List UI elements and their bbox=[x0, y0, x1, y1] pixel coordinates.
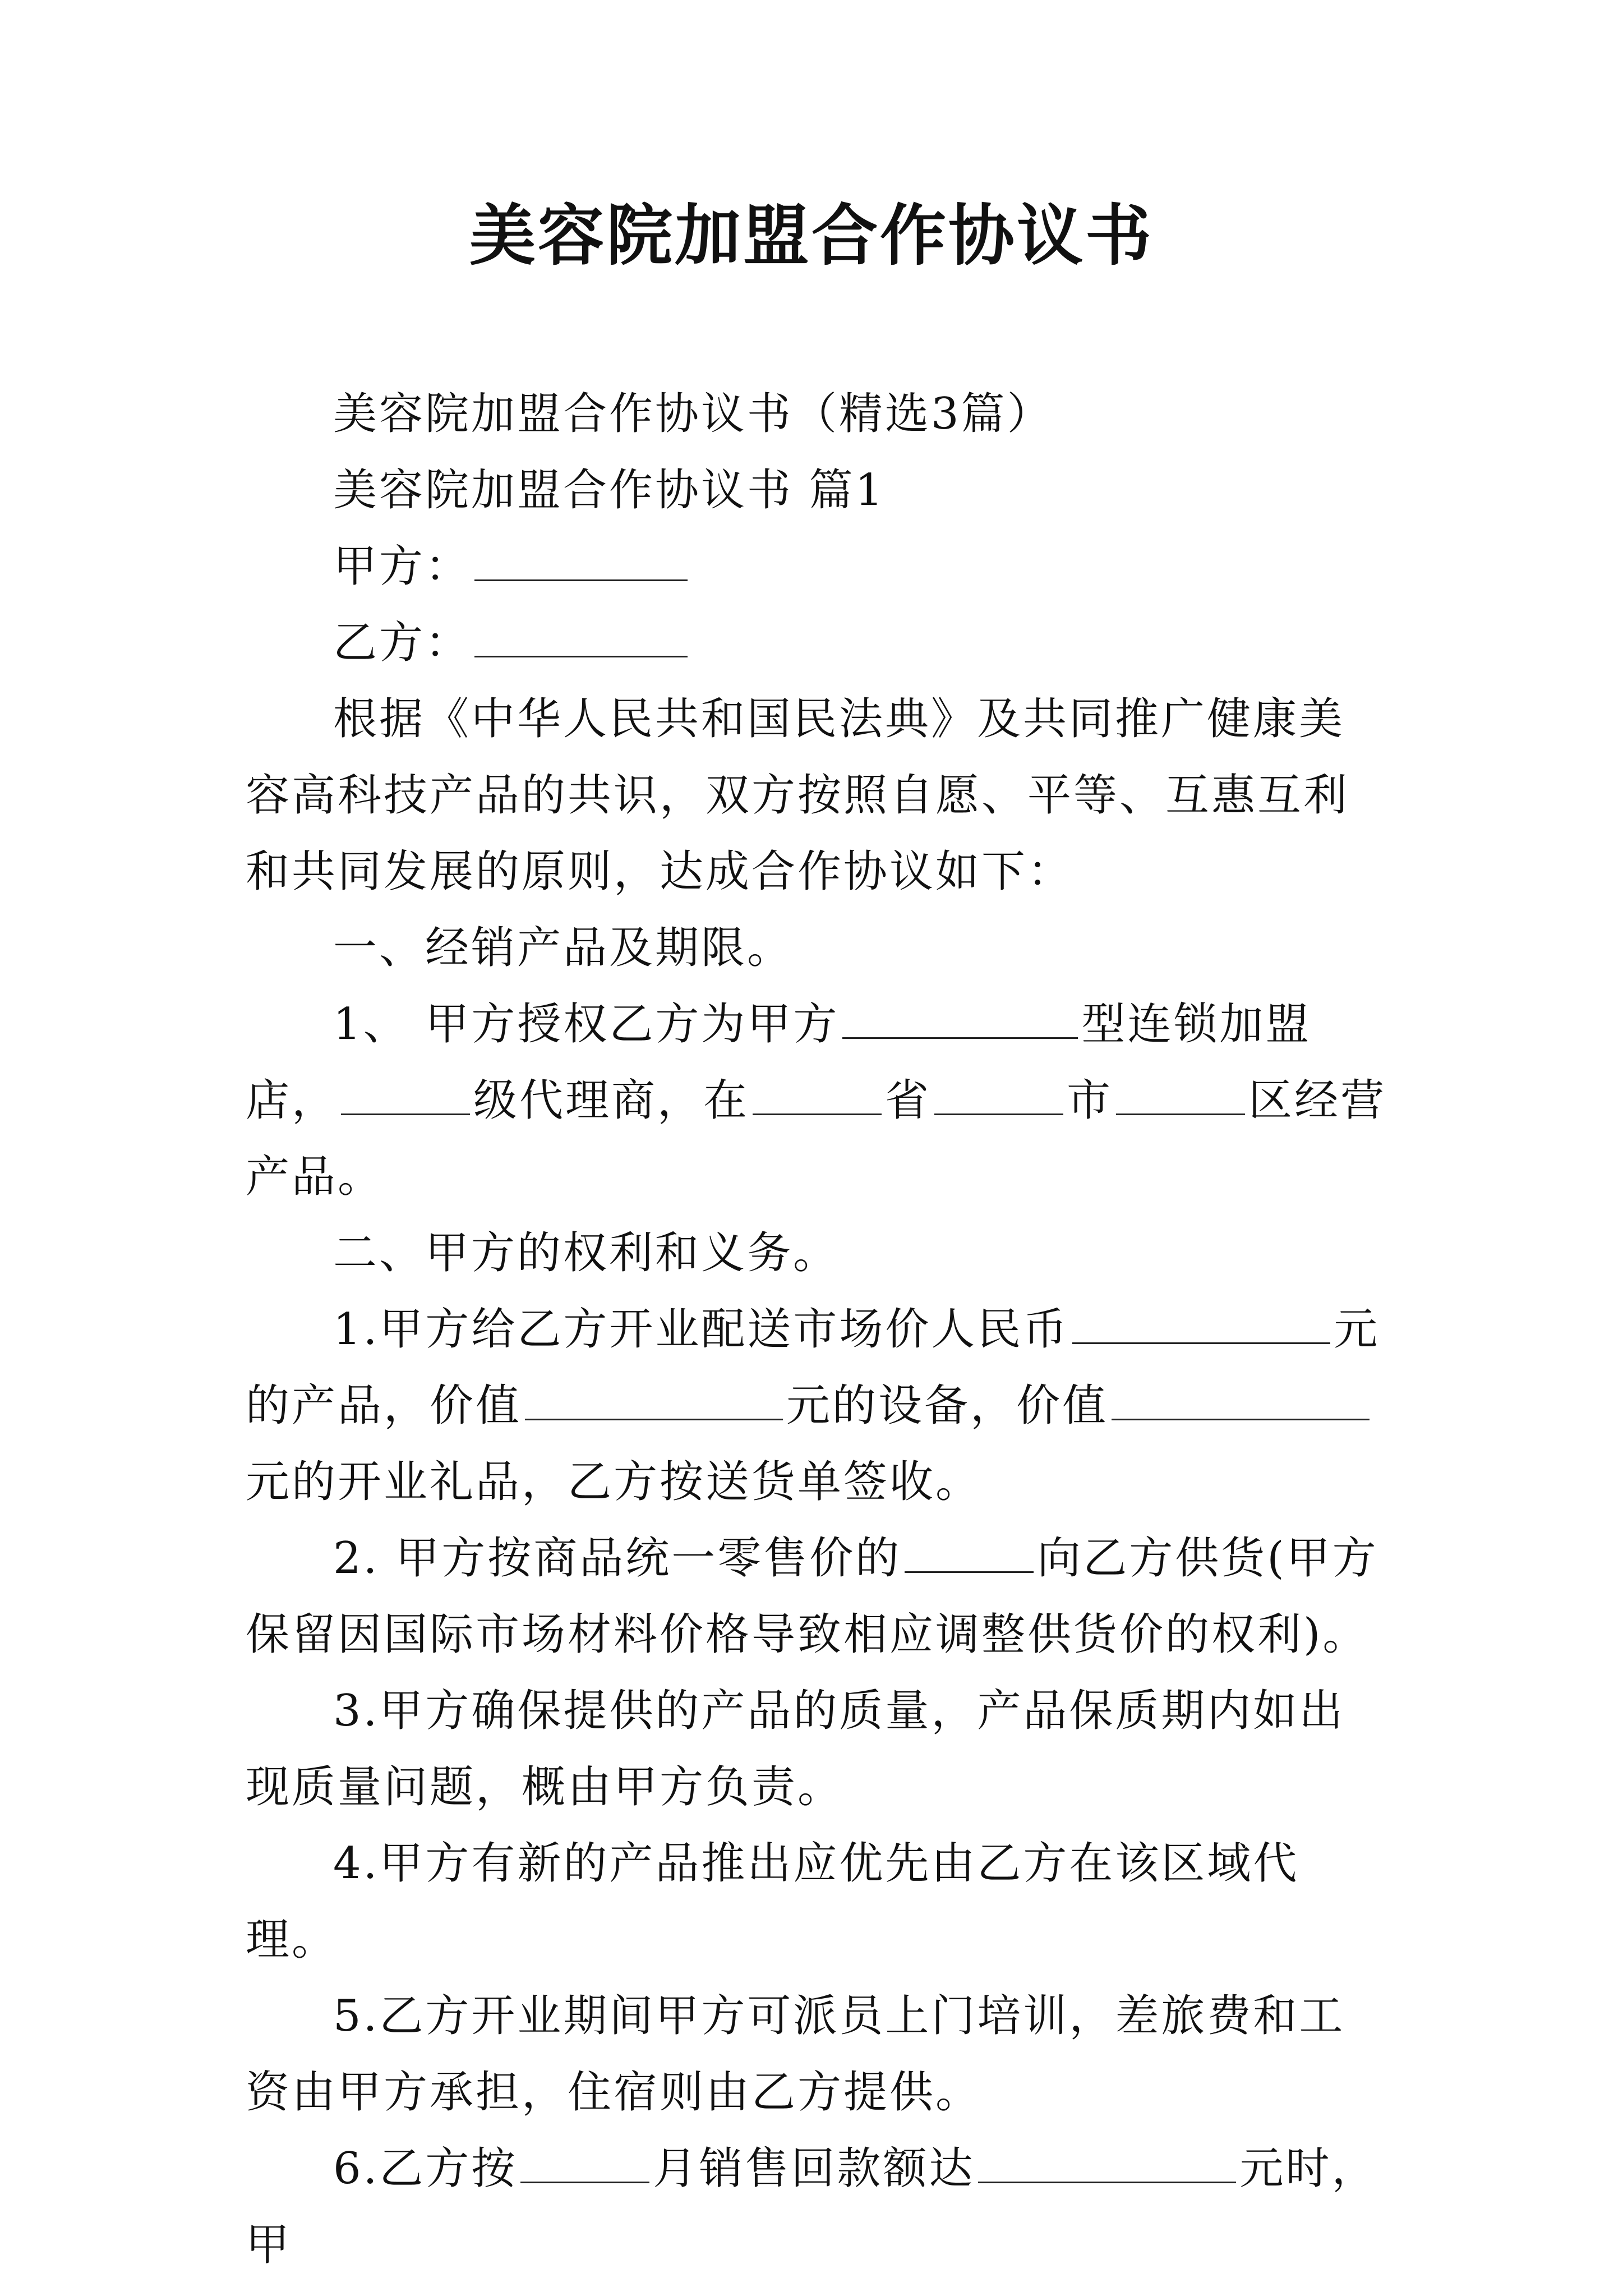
clause-2-2 bbox=[246, 1520, 1390, 1673]
party-b-blank bbox=[474, 620, 688, 657]
clause-1-1-text-d: 省 bbox=[885, 1075, 932, 1126]
province-blank bbox=[753, 1078, 882, 1115]
clause-2-2-text-b: 向乙方供货(甲方保留因国际市场材料价格导致相应调整供货价的权利)。 bbox=[246, 1533, 1378, 1660]
clause-2-2-text-a: 2. 甲方按商品统一零售价的 bbox=[333, 1533, 902, 1584]
product-value-blank bbox=[1072, 1306, 1330, 1344]
party-a-label: 甲方： bbox=[333, 541, 472, 592]
clause-2-1-text-a: 1.甲方给乙方开业配送市场价人民币 bbox=[333, 1304, 1069, 1355]
party-b-label: 乙方： bbox=[333, 618, 472, 668]
clause-1-1-text-b: 型连锁加盟店， bbox=[246, 999, 1312, 1126]
clause-1-1-text-a: 1、 甲方授权乙方为甲方 bbox=[333, 999, 840, 1050]
clause-1-1-text-e: 市 bbox=[1067, 1075, 1113, 1126]
subtitle-line: 美容院加盟合作协议书（精选3篇） bbox=[333, 389, 1053, 439]
clause-2-6 bbox=[246, 2131, 1390, 2283]
clause-2-1-text-b: 元的产品，价值 bbox=[246, 1304, 1380, 1431]
clause-2-3: 3.甲方确保提供的产品的质量，产品保质期内如出现质量问题，概由甲方负责。 bbox=[246, 1686, 1345, 1812]
agent-level-blank bbox=[341, 1078, 470, 1115]
clause-2-6-text-a: 6.乙方按 bbox=[333, 2143, 518, 2194]
intro-paragraph: 根据《中华人民共和国民法典》及共同推广健康美容高科技产品的共识，双方按照自愿、平等、互惠互利和共同发展的原则，达成合作协议如下： bbox=[246, 694, 1350, 897]
gift-value-blank bbox=[1112, 1383, 1370, 1420]
party-a-blank bbox=[474, 544, 688, 581]
period-blank bbox=[520, 2146, 649, 2183]
clause-1-1-text-c: 级代理商，在 bbox=[473, 1075, 750, 1126]
sales-amount-blank bbox=[978, 2146, 1236, 2183]
clause-2-6-text-c: 元时，甲 bbox=[246, 2143, 1378, 2270]
heading-2: 二、甲方的权利和义务。 bbox=[333, 1228, 840, 1278]
section-heading: 美容院加盟合作协议书 篇1 bbox=[333, 465, 886, 516]
clause-2-6-text-b: 月销售回款额达 bbox=[653, 2143, 975, 2194]
party-a-line bbox=[246, 528, 1390, 605]
clause-2-1-text-d: 元的开业礼品，乙方按送货单签收。 bbox=[246, 1457, 982, 1507]
clause-2-5: 5.乙方开业期间甲方可派员上门培训，差旅费和工资由甲方承担，住宿则由乙方提供。 bbox=[246, 1991, 1345, 2118]
clause-1-1-text-f: 区经营 产品。 bbox=[246, 1075, 1387, 1202]
district-blank bbox=[1116, 1078, 1245, 1115]
discount-blank bbox=[905, 1535, 1034, 1573]
clause-2-4: 4.甲方有新的产品推出应优先由乙方在该区域代理。 bbox=[246, 1838, 1299, 1965]
store-type-blank bbox=[842, 1001, 1078, 1039]
clause-1-1 bbox=[246, 986, 1390, 1215]
document-title: 美容院加盟合作协议书 bbox=[469, 196, 1154, 274]
party-b-line bbox=[246, 605, 1390, 681]
city-blank bbox=[934, 1078, 1063, 1115]
document-body bbox=[246, 376, 1390, 2283]
clause-2-1-text-c: 元的设备，价值 bbox=[786, 1381, 1109, 1431]
clause-2-1 bbox=[246, 1291, 1390, 1520]
heading-1: 一、经销产品及期限。 bbox=[333, 923, 794, 973]
equipment-value-blank bbox=[525, 1383, 783, 1420]
